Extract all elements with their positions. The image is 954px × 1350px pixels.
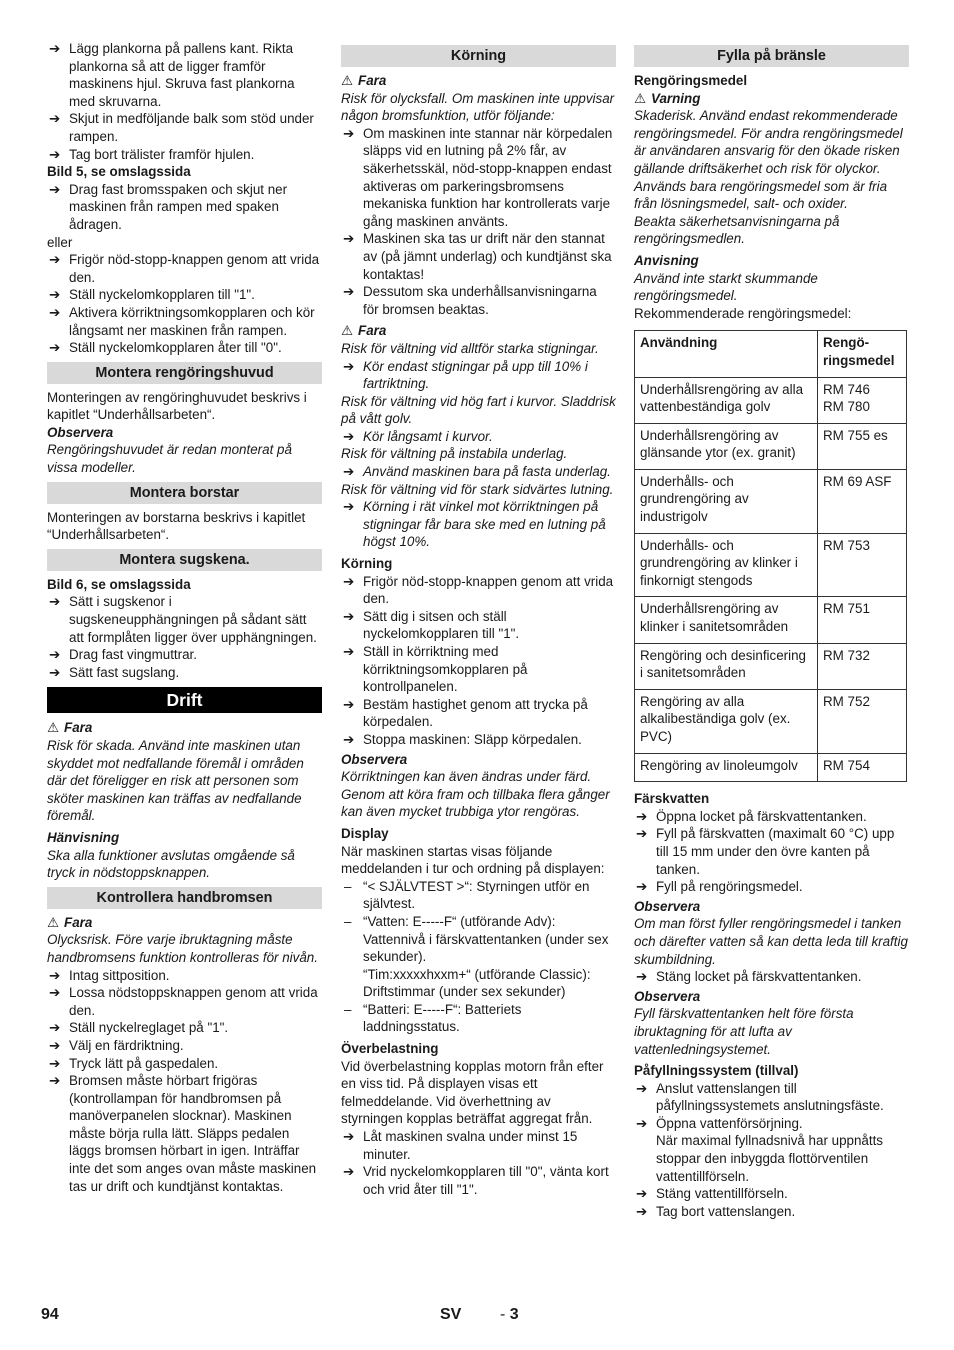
arrow-icon: ➔: [343, 696, 355, 712]
instruction-text: Tag bort vattenslangen.: [656, 1203, 796, 1219]
paragraph: Monteringen av borstarna beskrivs i kapitlet “Underhållsarbeten“.: [47, 509, 306, 543]
table-row: [635, 469, 907, 533]
note-heading: Observera: [634, 988, 701, 1004]
instruction-text: Öppna vattenförsörjning.: [656, 1115, 803, 1131]
instruction-text: Maskinen ska tas ur drift när den stannat av (på jämnt underlag) och kundtjänst ska kontaktas!: [363, 231, 612, 282]
instruction-text: Sätt fast sugslang.: [69, 664, 180, 680]
dash-list-item: [341, 913, 616, 966]
instruction-text: Välj en färdriktning.: [69, 1037, 184, 1053]
warning-text: Beakta säkerhetsanvisningarna på rengöringsmedlen.: [634, 213, 840, 247]
table-cell: Underhållsrengöring av klinker i sanitetsområden: [635, 597, 818, 643]
instruction-item: [341, 608, 616, 643]
arrow-icon: ➔: [49, 664, 61, 680]
instruction-text: Drag fast vingmuttrar.: [69, 647, 198, 663]
instruction-item: [47, 984, 322, 1019]
instruction-item: [634, 1203, 909, 1221]
paragraph: Rekommenderade rengöringsmedel:: [634, 305, 852, 321]
instruction-text: Tag bort trälister framför hjulen.: [69, 146, 255, 162]
section-heading-fylla-pa-bransle: Fylla på bränsle: [634, 45, 909, 67]
arrow-icon: ➔: [49, 111, 61, 127]
table-cell: RM 69 ASF: [818, 469, 907, 533]
instruction-text: Lägg plankorna på pallens kant. Rikta plankorna så att de ligger framför maskinens hjul. Skruva fast plankorna med skruvarna.: [69, 41, 295, 109]
warning-triangle-icon: ⚠: [341, 323, 354, 339]
instruction-text: Ställ nyckelreglaget på "1".: [69, 1020, 229, 1036]
danger-text: Risk för vältning vid alltför starka stigningar.: [341, 340, 599, 356]
instruction-text: Skjut in medföljande balk som stöd under rampen.: [69, 111, 314, 144]
arrow-icon: ➔: [49, 340, 61, 356]
danger-text: Risk för vältning på instabila underlag.: [341, 446, 568, 462]
warning-triangle-icon: ⚠: [47, 720, 60, 736]
note-heading: Anvisning: [634, 252, 699, 268]
arrow-icon: ➔: [49, 1020, 61, 1036]
table-row: [635, 533, 907, 597]
instruction-item: [341, 428, 616, 446]
instruction-text: Ställ in körriktning med körriktningsomkopplaren på kontrollpanelen.: [363, 644, 528, 695]
section-heading-korning: Körning: [341, 45, 616, 67]
arrow-icon: ➔: [343, 125, 355, 141]
danger-heading: [341, 322, 616, 340]
page-number: 94: [41, 1306, 59, 1323]
instruction-item: [341, 498, 616, 551]
figure-reference: Bild 6, se omslagssida: [47, 576, 191, 592]
arrow-icon: ➔: [49, 1037, 61, 1053]
instruction-text: Drag fast bromsspaken och skjut ner maskinen från rampen med spaken ådragen.: [69, 181, 288, 232]
instruction-text: Kör långsamt i kurvor.: [363, 428, 493, 444]
arrow-icon: ➔: [49, 1073, 61, 1089]
list-text: “Batteri: E-----F“: Batteriets laddningsstatus.: [363, 1001, 522, 1035]
dash-marker: –: [344, 878, 352, 894]
language-code: SV: [440, 1306, 462, 1323]
instruction-text: Körning i rät vinkel mot körriktningen på stigningar får bara ske med en lutning på högst 10%.: [363, 499, 606, 550]
instruction-item: [341, 463, 616, 481]
instruction-item: [634, 1080, 909, 1115]
instruction-text: Om maskinen inte stannar när körpedalen släpps vid en lutning på 2% får, av säkerhetsskäl, nöd-stopp-knappen endast aktiveras om parkeringsbromsens mekaniska funktion har kontrollerats varje gång maskinen använts.: [363, 125, 613, 229]
instruction-item: [47, 593, 322, 646]
arrow-icon: ➔: [636, 1186, 648, 1202]
instruction-text: Stäng locket på färskvattentanken.: [656, 969, 862, 985]
cell-value: RM 746: [823, 381, 870, 397]
instruction-item: [341, 125, 616, 231]
section-heading-montera-borstar: Montera borstar: [47, 482, 322, 504]
paragraph: När maskinen startas visas följande meddelanden i tur och ordning på displayen:: [341, 843, 605, 877]
instruction-text: Fyll på färskvatten (maximalt 60 °C) upp till 15 mm under den övre kanten på tanken.: [656, 826, 895, 877]
instruction-text: Bromsen måste hörbart frigöras (kontrollampan för handbromsen på manöverpanelen slocknar). Maskinen måste börja rulla lätt. Släpps pedalen läggs bromsen hörbart in igen. Inträffar inte det som anges ovan måste maskinen tas ur drift och kundtjänst kontaktas.: [69, 1073, 317, 1194]
arrow-icon: ➔: [343, 284, 355, 300]
table-row: [635, 689, 907, 753]
column-middle: [341, 40, 616, 1198]
note-text: Körriktningen kan även ändras under färd. Genom att köra fram och tillbaka flera gånger kan även mycket trubbiga ytor rengöras.: [341, 769, 610, 820]
instruction-item: [47, 146, 322, 164]
arrow-icon: ➔: [636, 1203, 648, 1219]
table-row: [635, 597, 907, 643]
arrow-icon: ➔: [49, 287, 61, 303]
instruction-item: [47, 40, 322, 110]
arrow-icon: ➔: [343, 573, 355, 589]
instruction-item: [634, 1185, 909, 1203]
column-right: [634, 40, 909, 1220]
arrow-icon: ➔: [49, 594, 61, 610]
arrow-icon: ➔: [636, 879, 648, 895]
arrow-icon: ➔: [49, 181, 61, 197]
instruction-text: Vrid nyckelomkopplaren till "0", vänta kort och vrid åter till "1".: [363, 1164, 609, 1197]
subheading-overbelastning: Överbelastning: [341, 1041, 439, 1057]
danger-heading: [341, 72, 616, 90]
subheading-pafyllningssystem: Påfyllningssystem (tillval): [634, 1063, 799, 1079]
arrow-icon: ➔: [49, 967, 61, 983]
list-text: “Vatten: E-----F“ (utförande Adv): Vattennivå i färskvattentanken (under sex sekunder).: [363, 913, 609, 965]
danger-text: Olycksrisk. Före varje ibruktagning måste handbromsens funktion kontrolleras för nivån.: [47, 932, 318, 965]
section-heading-montera-rengoringshuvud: Montera rengöringshuvud: [47, 362, 322, 384]
table-cell: RM 752: [818, 689, 907, 753]
instruction-text: Dessutom ska underhållsanvisningarna för bromsen beaktas.: [363, 284, 597, 317]
arrow-icon: ➔: [343, 1164, 355, 1180]
arrow-icon: ➔: [343, 231, 355, 247]
instruction-text: Ställ nyckelomkopplaren till "1".: [69, 287, 255, 303]
table-cell: RM 751: [818, 597, 907, 643]
instruction-text: Aktivera körriktningsomkopplaren och kör långsamt ner maskinen från rampen.: [69, 304, 315, 338]
table-cell: RM 753: [818, 533, 907, 597]
instruction-text: Ställ nyckelomkopplaren åter till "0".: [69, 340, 282, 356]
dash-list-continuation: [341, 966, 616, 1001]
arrow-icon: ➔: [49, 1055, 61, 1071]
instruction-item: [47, 110, 322, 145]
dash-list-item: [341, 878, 616, 913]
table-cell: [818, 377, 907, 423]
column-left: [47, 40, 322, 1195]
instruction-item: [47, 286, 322, 304]
arrow-icon: ➔: [343, 358, 355, 374]
instruction-item: [341, 643, 616, 696]
figure-reference: Bild 5, se omslagssida: [47, 164, 191, 180]
arrow-icon: ➔: [343, 731, 355, 747]
table-row: [635, 753, 907, 782]
arrow-icon: ➔: [636, 808, 648, 824]
instruction-continuation: [634, 1132, 909, 1185]
arrow-icon: ➔: [343, 1129, 355, 1145]
instruction-text: Lossa nödstoppsknappen genom att vrida den.: [69, 985, 318, 1018]
danger-text: Risk för vältning vid hög fart i kurvor. Sladdrisk på vått golv.: [341, 393, 616, 427]
instruction-item: [47, 646, 322, 664]
arrow-icon: ➔: [636, 826, 648, 842]
note-text: Ska alla funktioner avslutas omgående så tryck in nödstoppsknappen.: [47, 847, 295, 881]
instruction-item: [341, 696, 616, 731]
instruction-item: [341, 1128, 616, 1163]
table-cell: Underhålls- och grundrengöring av industrigolv: [635, 469, 818, 533]
instruction-item: [341, 731, 616, 749]
note-heading: Observera: [634, 898, 701, 914]
instruction-item: [634, 878, 909, 896]
table-cell: Underhållsrengöring av alla vattenbeständiga golv: [635, 377, 818, 423]
cleaning-agent-table: [634, 330, 907, 782]
list-text: “< SJÄLVTEST >“: Styrningen utför en självtest.: [363, 878, 590, 912]
arrow-icon: ➔: [49, 985, 61, 1001]
subheading-farskvatten: Färskvatten: [634, 791, 710, 807]
table-cell: Underhålls- och grundrengöring av klinker i finkornigt stengods: [635, 533, 818, 597]
instruction-item: [341, 283, 616, 318]
section-page-number: [500, 1306, 519, 1324]
table-row: [635, 377, 907, 423]
instruction-text: Anslut vattenslangen till påfyllningssystemets anslutningsfäste.: [656, 1080, 884, 1114]
note-text: Fyll färskvattentanken helt före första ibruktagning för att lufta av vattenledningsystemet.: [634, 1006, 854, 1057]
instruction-text: Låt maskinen svalna under minst 15 minuter.: [363, 1129, 578, 1162]
instruction-text: Stoppa maskinen: Släpp körpedalen.: [363, 731, 582, 747]
subheading-rengoringsmedel: Rengöringsmedel: [634, 73, 748, 88]
danger-label: Fara: [358, 323, 387, 339]
table-cell: Rengöring av linoleumgolv: [635, 753, 818, 782]
arrow-icon: ➔: [49, 252, 61, 268]
dash-marker: –: [344, 913, 352, 929]
section-heading-montera-sugskena: Montera sugskena.: [47, 549, 322, 571]
instruction-text: Sätt i sugskenor i sugskeneupphängningen på sådant sätt att formplåten ligger över upphängningen.: [69, 594, 317, 645]
instruction-item: [47, 664, 322, 682]
arrow-icon: ➔: [343, 608, 355, 624]
danger-label: Fara: [358, 73, 387, 88]
warning-triangle-icon: ⚠: [341, 73, 354, 88]
chapter-heading-drift: Drift: [47, 687, 322, 713]
instruction-text: Frigör nöd-stopp-knappen genom att vrida den.: [69, 252, 320, 285]
instruction-item: [47, 1072, 322, 1195]
table-row: [635, 423, 907, 469]
instruction-item: [341, 573, 616, 608]
danger-text: Risk för skada. Använd inte maskinen utan skyddet mot nedfallande föremål i områden där det föreligger en risk att personen som sköter maskinen kan träffas av nedfallande föremål.: [47, 738, 304, 824]
instruction-item: [634, 808, 909, 826]
arrow-icon: ➔: [49, 41, 61, 56]
note-heading: Hänvisning: [47, 829, 120, 845]
warning-heading: [634, 90, 909, 108]
instruction-item: [341, 358, 616, 393]
instruction-item: [47, 1037, 322, 1055]
table-cell: RM 754: [818, 753, 907, 782]
instruction-item: [47, 304, 322, 339]
table-cell: RM 755 es: [818, 423, 907, 469]
table-header-row: [635, 331, 907, 377]
note-heading: Observera: [47, 424, 114, 440]
instruction-item: [634, 1115, 909, 1133]
warning-triangle-icon: ⚠: [47, 914, 60, 930]
subheading-korning: Körning: [341, 556, 393, 572]
instruction-item: [634, 825, 909, 878]
instruction-text: Intag sittposition.: [69, 967, 170, 983]
instruction-text: Tryck lätt på gaspedalen.: [69, 1055, 219, 1071]
warning-text: Används bara rengöringsmedel som är fria från lösningsmedel, salt- och oxider.: [634, 178, 888, 212]
table-row: [635, 643, 907, 689]
dash-marker: –: [344, 1001, 352, 1017]
instruction-item: [341, 230, 616, 283]
arrow-icon: ➔: [636, 1080, 648, 1096]
arrow-icon: ➔: [636, 969, 648, 985]
instruction-text: Sätt dig i sitsen och ställ nyckelomkopplaren till "1".: [363, 608, 520, 642]
table-cell: RM 732: [818, 643, 907, 689]
instruction-text: Öppna locket på färskvattentanken.: [656, 808, 867, 824]
instruction-item: [47, 251, 322, 286]
note-text: Om man först fyller rengöringsmedel i tanken och därefter vatten så kan detta leda till kraftig skumbildning.: [634, 916, 908, 967]
subheading-display: Display: [341, 825, 389, 841]
arrow-icon: ➔: [49, 304, 61, 320]
instruction-item: [47, 1055, 322, 1073]
instruction-text: Stäng vattentillförseln.: [656, 1186, 788, 1202]
instruction-text: Bestäm hastighet genom att trycka på körpedalen.: [363, 696, 588, 730]
section-heading-kontrollera-handbromsen: Kontrollera handbromsen: [47, 887, 322, 909]
instruction-item: [47, 967, 322, 985]
table-cell: Underhållsrengöring av glänsande ytor (ex. granit): [635, 423, 818, 469]
instruction-text: Kör endast stigningar på upp till 10% i fartriktning.: [363, 358, 588, 392]
danger-label: Fara: [64, 720, 93, 736]
warning-label: Varning: [651, 90, 701, 106]
instruction-item: [341, 1163, 616, 1198]
arrow-icon: ➔: [343, 644, 355, 659]
instruction-item: [47, 1019, 322, 1037]
separator: -: [500, 1306, 506, 1323]
instruction-item: [47, 339, 322, 357]
instruction-text: Använd maskinen bara på fasta underlag.: [363, 464, 611, 480]
warning-triangle-icon: ⚠: [634, 90, 647, 106]
paragraph: Vid överbelastning kopplas motorn från efter en viss tid. På displayen visas ett felmeddelande. Vid överhettning av styrningen kopplas beträffat aggregat från.: [341, 1058, 604, 1127]
instruction-item: [634, 968, 909, 986]
arrow-icon: ➔: [343, 464, 355, 480]
arrow-icon: ➔: [49, 647, 61, 663]
danger-text: Risk för olycksfall. Om maskinen inte uppvisar någon bromsfunktion, utför följande:: [341, 90, 615, 124]
paragraph: Monteringen av rengöringhuvudet beskrivs i kapitlet “Underhållsarbeten“.: [47, 389, 307, 423]
instruction-item: [47, 181, 322, 234]
arrow-icon: ➔: [343, 428, 355, 444]
dash-list-item: [341, 1001, 616, 1036]
instruction-text: Fyll på rengöringsmedel.: [656, 879, 803, 895]
table-cell: Rengöring och desinficering i sanitetsområden: [635, 643, 818, 689]
arrow-icon: ➔: [636, 1115, 648, 1131]
alternative-label: eller: [47, 234, 73, 250]
note-text: Rengöringshuvudet är redan monterat på vissa modeller.: [47, 442, 292, 476]
section-page-value: 3: [509, 1306, 519, 1323]
danger-label: Fara: [64, 914, 93, 930]
list-text: “Tim:xxxxxhxxm+“ (utförande Classic): Driftstimmar (under sex sekunder): [363, 966, 591, 1000]
arrow-icon: ➔: [343, 499, 355, 515]
table-header-cell: Användning: [635, 331, 818, 377]
instruction-text: Frigör nöd-stopp-knappen genom att vrida den.: [363, 573, 614, 607]
table-header-cell: Rengö-ringsmedel: [818, 331, 907, 377]
warning-text: Skaderisk. Använd endast rekommenderade rengöringsmedel. För andra rengöringsmedel är användaren ansvarig för den ökade risken gällande driftsäkerhet och risk för olyckor.: [634, 108, 903, 176]
note-heading: Observera: [341, 751, 408, 767]
danger-heading: [47, 719, 322, 737]
table-cell: Rengöring av alla alkalibeständiga golv (ex. PVC): [635, 689, 818, 753]
arrow-icon: ➔: [49, 146, 61, 162]
instruction-text: När maximal fyllnadsnivå har uppnåtts stoppar den inbyggda flottörventilen vattentillförseln.: [656, 1133, 884, 1184]
note-text: Använd inte starkt skummande rengöringsmedel.: [634, 270, 818, 304]
danger-text: Risk för vältning vid för stark sidvärtes lutning.: [341, 481, 614, 497]
cell-value: RM 780: [823, 399, 870, 415]
danger-heading: [47, 914, 322, 932]
